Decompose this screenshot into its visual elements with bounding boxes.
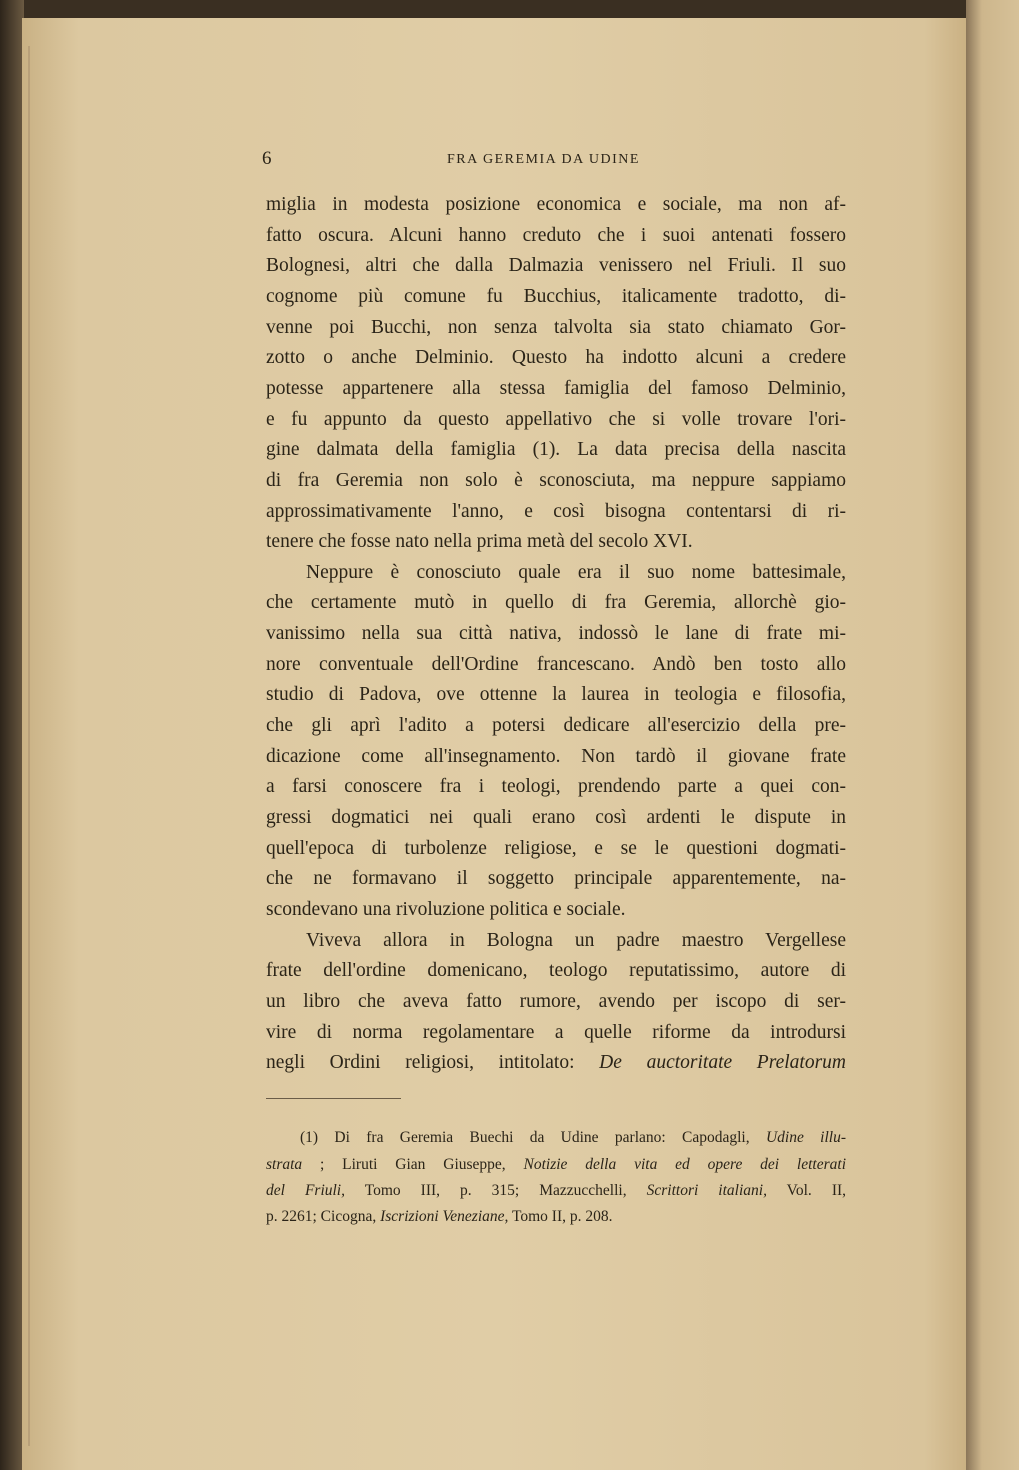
footnote-title: Scrittori italiani, [646, 1182, 767, 1199]
body-line-text: cognome più comune fu Bucchius, italicamente tradotto, di- [266, 285, 846, 307]
body-line-text: e fu appunto da questo appellativo che si volle trovare l'ori- [266, 408, 846, 430]
page-number: 6 [262, 148, 272, 169]
body-line [266, 990, 846, 1014]
body-line [266, 469, 846, 493]
body-line-text: venne poi Bucchi, non senza talvolta sia stato chiamato Gor- [266, 316, 846, 338]
body-line-text: che ne formavano il soggetto principale apparentemente, na- [266, 868, 846, 890]
body-line [266, 193, 846, 217]
body-line [266, 500, 846, 524]
body-line-text: approssimativamente l'anno, e così bisogna contentarsi di ri- [266, 500, 846, 522]
body-line-text: scondevano una rivoluzione politica e sociale. [266, 898, 626, 920]
footnote-title: Udine illu- [765, 1129, 846, 1146]
running-title: FRA GEREMIA DA UDINE [447, 152, 640, 167]
body-line-text: quell'epoca di turbolenze religiose, e se le questioni dogmati- [266, 837, 846, 859]
footnote-text: ; Liruti Gian Giuseppe, [302, 1156, 524, 1173]
body-line [266, 591, 846, 615]
footnote-title: strata [266, 1156, 303, 1173]
body-line-text: Viveva allora in Bologna un padre maestro Vergellese [306, 929, 846, 951]
body-line [266, 285, 846, 309]
body-line [266, 653, 846, 677]
body-line [266, 254, 846, 278]
body-line-text: nore conventuale dell'Ordine francescano. Andò ben tosto allo [266, 653, 846, 675]
body-line-text: di fra Geremia non solo è sconosciuta, ma neppure sappiamo [266, 469, 846, 491]
body-line [266, 530, 846, 554]
book-title-italic: De auctoritate Prelatorum [599, 1052, 846, 1074]
footnote-text: Tomo III, p. 315; Mazzucchelli, [345, 1182, 647, 1199]
adjacent-page-edge [966, 0, 1019, 1470]
body-line [266, 408, 846, 432]
body-line-text: un libro che aveva fatto rumore, avendo per iscopo di ser- [266, 990, 846, 1012]
body-line-text: gressi dogmatici nei quali erano così ardenti le dispute in [266, 807, 846, 828]
footnote-title: Notizie della vita ed opere dei letterati [523, 1156, 846, 1173]
footnote-line [266, 1155, 846, 1175]
body-line-text: negli Ordini religiosi, intitolato: [266, 1052, 600, 1074]
body-line [266, 714, 846, 738]
body-line [266, 1051, 846, 1075]
footnote-title: Iscrizioni Veneziane, [380, 1208, 509, 1225]
footnote-rule [266, 1098, 401, 1099]
body-line [266, 775, 846, 799]
body-line-text: che gli aprì l'adito a potersi dedicare all'esercizio della pre- [266, 715, 846, 737]
body-line [266, 837, 846, 861]
body-line [266, 867, 846, 891]
body-line-text: studio di Padova, ove ottenne la laurea in teologia e filosofia, [266, 684, 846, 706]
scan-left-edge [0, 0, 24, 1470]
footnote-text: Tomo II, p. 208. [508, 1208, 613, 1225]
body-line [266, 806, 846, 830]
body-line [266, 377, 846, 401]
body-line [266, 346, 846, 370]
body-line-text: Bolognesi, altri che dalla Dalmazia venissero nel Friuli. Il suo [266, 255, 846, 277]
body-line-text: dicazione come all'insegnamento. Non tardò il giovane frate [266, 745, 846, 767]
body-line [266, 224, 846, 248]
body-line-text: fatto oscura. Alcuni hanno creduto che i suoi antenati fossero [266, 224, 846, 246]
body-line-text: Neppure è conosciuto quale era il suo nome battesimale, [306, 561, 846, 583]
body-line [266, 683, 846, 707]
footnote-title: del Friuli, [266, 1182, 345, 1199]
body-line [306, 561, 846, 585]
body-line-text: zotto o anche Delminio. Questo ha indotto alcuni a credere [266, 347, 846, 369]
footnote-text: p. 2261; Cicogna, [266, 1208, 381, 1225]
footnote-line [300, 1128, 846, 1148]
page-fold-line [28, 46, 30, 1446]
body-line [266, 622, 846, 646]
body-line [266, 898, 846, 922]
body-line-text: vire di norma regolamentare a quelle riforme da introdursi [266, 1021, 846, 1043]
body-line [266, 438, 846, 462]
body-line-text: gine dalmata della famiglia (1). La data precisa della nascita [266, 439, 846, 461]
body-line [266, 316, 846, 340]
body-line [266, 959, 846, 983]
body-line [306, 929, 846, 953]
body-line-text: a farsi conoscere fra i teologi, prendendo parte a quei con- [266, 776, 846, 798]
body-line [266, 1021, 846, 1045]
footnote-line [266, 1207, 846, 1227]
body-line-text: tenere che fosse nato nella prima metà del secolo XVI. [266, 531, 693, 553]
footnote-line [266, 1181, 846, 1201]
body-line-text: frate dell'ordine domenicano, teologo reputatissimo, autore di [266, 960, 846, 982]
body-line-text: miglia in modesta posizione economica e sociale, ma non af- [266, 194, 846, 215]
body-line-text: potesse appartenere alla stessa famiglia del famoso Delminio, [266, 377, 846, 399]
body-line-text: che certamente mutò in quello di fra Geremia, allorchè gio- [266, 592, 846, 614]
footnote-text: (1) Di fra Geremia Buechi da Udine parlano: Capodagli, [300, 1129, 766, 1146]
footnote-text: Vol. II, [766, 1182, 847, 1199]
body-line-text: vanissimo nella sua città nativa, indossò le lane di frate mi- [266, 623, 846, 645]
body-line [266, 745, 846, 769]
